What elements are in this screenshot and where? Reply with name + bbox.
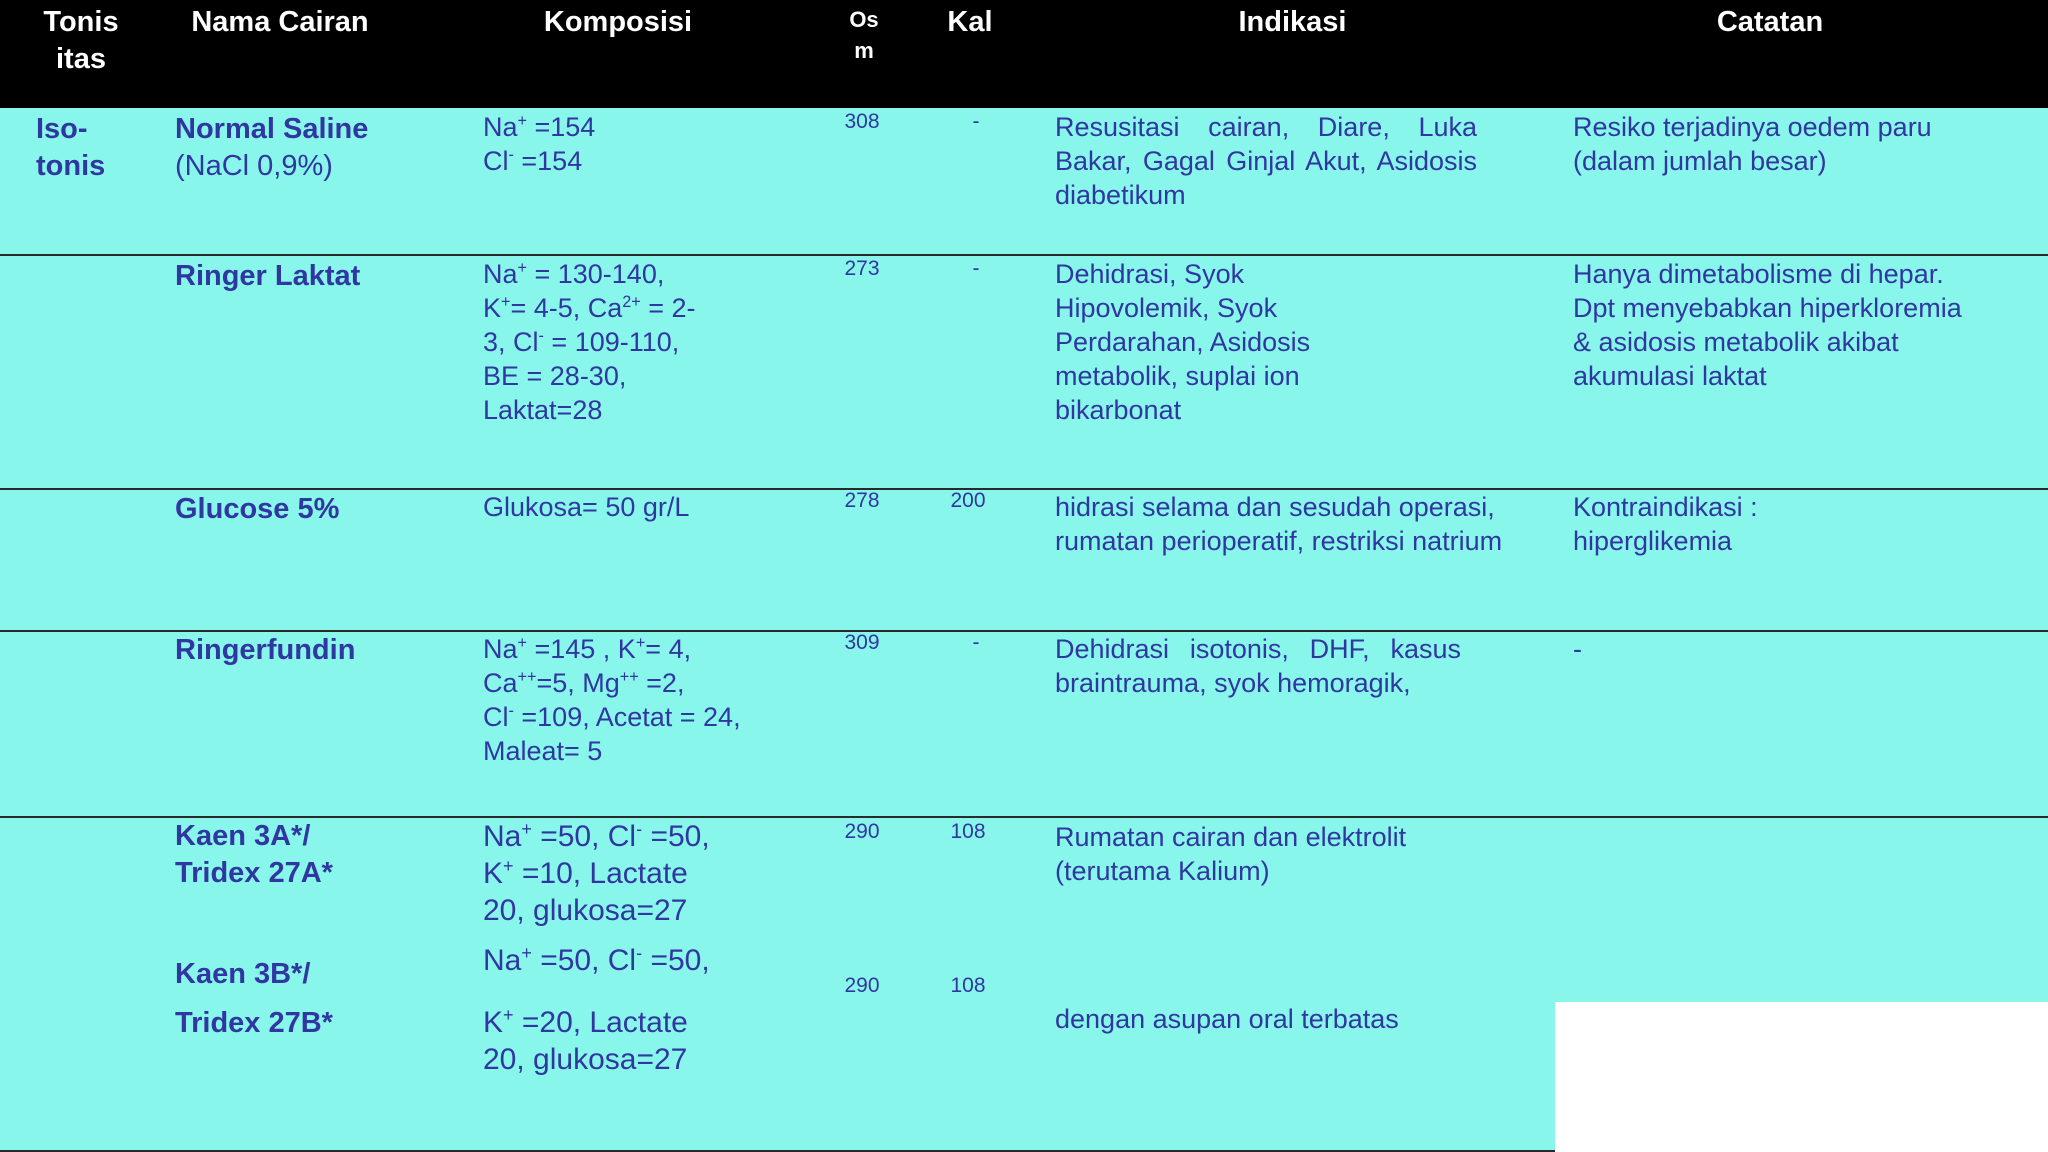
calories-3a: 108 bbox=[950, 820, 986, 843]
indication-3a: Rumatan cairan dan elektrolit (terutama Kalium) bbox=[1055, 822, 1407, 886]
header-nama-cairan: Nama Cairan bbox=[191, 6, 369, 38]
composition: Glukosa= 50 gr/L bbox=[483, 492, 690, 522]
header-osm: Os m bbox=[849, 7, 879, 63]
composition: Na+ =154 Cl- =154 bbox=[483, 112, 596, 176]
calories: - bbox=[972, 110, 980, 133]
fluid-name-3a bbox=[175, 818, 435, 892]
fluid-name bbox=[175, 258, 435, 295]
header-indikasi: Indikasi bbox=[1238, 6, 1347, 38]
composition-3a: Na+ =50, Cl- =50, K+ =10, Lactate 20, glukosa=27 bbox=[483, 819, 710, 927]
indication: Resusitasi cairan, Diare, Luka Bakar, Gagal Ginjal Akut, Asidosis diabetikum bbox=[1055, 112, 1477, 210]
header-tonisitas: Tonis itas bbox=[43, 6, 119, 75]
indication: Dehidrasi isotonis, DHF, kasus braintrauma, syok hemoragik, bbox=[1055, 634, 1461, 698]
fluid-name bbox=[175, 632, 435, 669]
calories: - bbox=[972, 631, 980, 654]
calories: 200 bbox=[950, 489, 986, 512]
indication: hidrasi selama dan sesudah operasi, rumatan perioperatif, restriksi natrium bbox=[1055, 492, 1503, 556]
note: - bbox=[1573, 634, 1582, 664]
osmolarity: 278 bbox=[844, 489, 880, 512]
osmolarity: 308 bbox=[844, 110, 880, 133]
note: Kontraindikasi : hiperglikemia bbox=[1573, 492, 1758, 556]
fluid-name bbox=[175, 491, 435, 528]
composition-3b-line1: Na+ =50, Cl- =50, bbox=[483, 943, 710, 977]
composition-3b-line2: K+ =20, Lactate 20, glukosa=27 bbox=[483, 1005, 688, 1076]
fluid-name-3b-alt bbox=[175, 1005, 435, 1042]
fluid-name-detail: (NaCl 0,9%) bbox=[175, 150, 333, 182]
fluid-name-3b bbox=[175, 956, 435, 993]
table-row bbox=[0, 108, 2048, 254]
table-row bbox=[0, 630, 2048, 816]
indication-3b: dengan asupan oral terbatas bbox=[1055, 1004, 1399, 1034]
tonisitas-label: Iso- tonis bbox=[36, 113, 106, 182]
note: Hanya dimetabolisme di hepar. Dpt menyebabkan hiperkloremia & asidosis metabolik akibat akumulasi laktat bbox=[1573, 259, 1962, 391]
fluid-name-bold: Normal Saline bbox=[175, 113, 369, 145]
osmolarity-3b: 290 bbox=[844, 974, 880, 997]
fluid-name-bold: Ringer Laktat bbox=[175, 260, 361, 292]
osmolarity: 273 bbox=[844, 257, 880, 280]
header-catatan: Catatan bbox=[1716, 6, 1824, 38]
background-corner bbox=[1555, 1002, 2048, 1152]
fluid-name-bold: Kaen 3B*/ bbox=[175, 958, 311, 990]
composition: Na+ =145 , K+= 4, Ca++=5, Mg++ =2, Cl- =109, Acetat = 24, Maleat= 5 bbox=[483, 634, 741, 766]
calories: - bbox=[972, 257, 980, 280]
osmolarity: 309 bbox=[844, 631, 880, 654]
osmolarity-3a: 290 bbox=[844, 820, 880, 843]
header-kal: Kal bbox=[947, 6, 993, 38]
fluid-name-bold: Tridex 27B* bbox=[175, 1007, 333, 1039]
indication: Dehidrasi, Syok Hipovolemik, Syok Perdarahan, Asidosis metabolik, suplai ion bikarbonat bbox=[1055, 259, 1311, 425]
table-row bbox=[0, 488, 2048, 630]
fluid-name-bold: Ringerfundin bbox=[175, 634, 356, 666]
fluid-name-bold: Glucose 5% bbox=[175, 493, 340, 525]
note: Resiko terjadinya oedem paru (dalam jumlah besar) bbox=[1573, 112, 1932, 176]
calories-3b: 108 bbox=[950, 974, 986, 997]
table-row bbox=[0, 254, 2048, 488]
table-header bbox=[0, 0, 2048, 108]
fluid-name-bold: Kaen 3A*/ Tridex 27A* bbox=[175, 820, 333, 889]
fluid-name bbox=[175, 111, 435, 185]
composition: Na+ = 130-140, K+= 4-5, $Ca^{2+} = 2-$ 3, Cl- = 109-110, BE = 28-30, Laktat=28 bbox=[483, 259, 696, 425]
header-komposisi: Komposisi bbox=[543, 6, 693, 38]
